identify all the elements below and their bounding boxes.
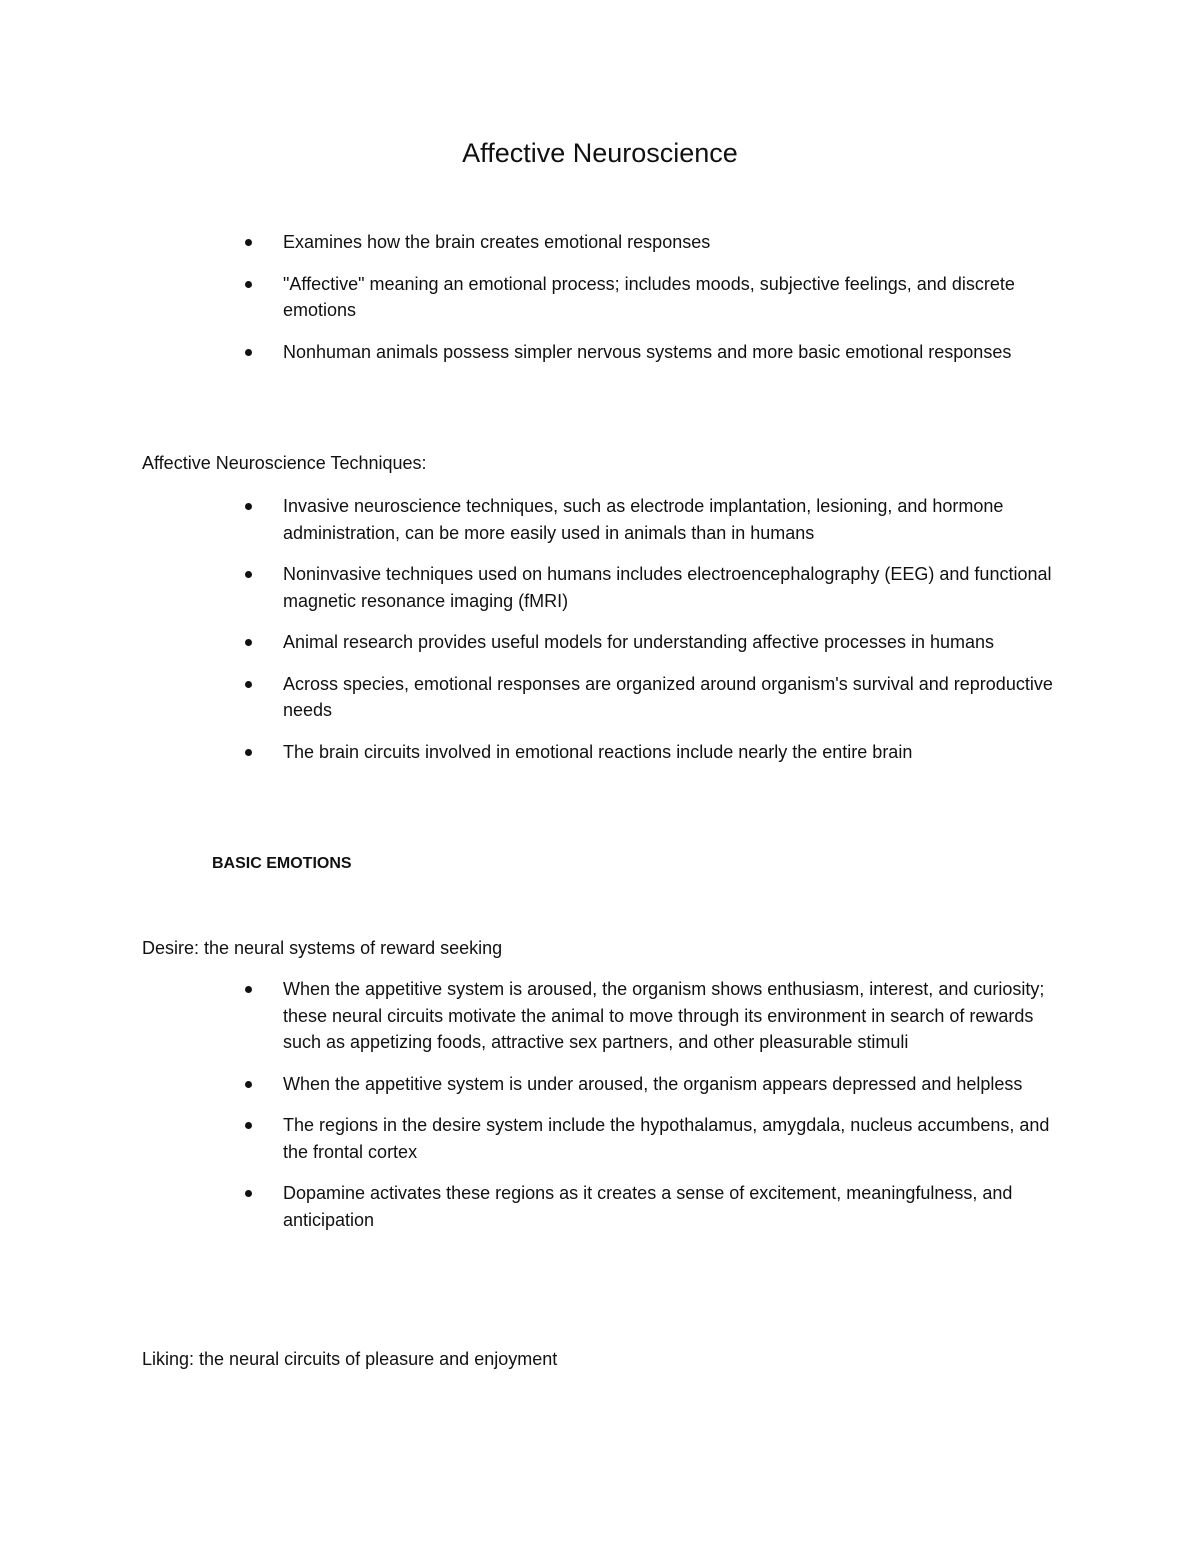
desire-heading: Desire: the neural systems of reward seeking <box>142 938 503 958</box>
intro-bullet-list <box>0 229 1200 380</box>
techniques-bullet-list <box>0 493 1200 780</box>
list-item <box>0 629 1053 656</box>
techniques-heading: Affective Neuroscience Techniques: <box>142 453 427 473</box>
page-title: Affective Neuroscience <box>462 138 738 168</box>
bullet-icon <box>245 503 252 510</box>
bullet-icon <box>245 749 252 756</box>
desire-bullet-list <box>0 976 1200 1248</box>
bullet-icon <box>245 239 252 246</box>
list-item-text: When the appetitive system is under aroused, the organism appears depressed and helpless <box>283 1073 1023 1094</box>
bullet-icon <box>245 349 252 356</box>
list-item <box>0 1180 1053 1233</box>
list-item-text: Invasive neuroscience techniques, such as electrode implantation, lesioning, and hormone administration, can be more easily used in animals than in humans <box>283 496 1004 543</box>
basic-emotions-heading: BASIC EMOTIONS <box>212 855 352 872</box>
list-item-text: When the appetitive system is aroused, the organism shows enthusiasm, interest, and curiosity; these neural circuits motivate the animal to move through its environment in search of rewards such as appetizing foods, attractive sex partners, and other pleasurable stimuli <box>283 979 1045 1052</box>
list-item <box>0 339 1053 366</box>
list-item-text: Animal research provides useful models for understanding affective processes in humans <box>283 632 995 652</box>
list-item-text: The regions in the desire system include the hypothalamus, amygdala, nucleus accumbens, and the frontal cortex <box>283 1115 1050 1162</box>
list-item <box>0 671 1053 724</box>
list-item-text: Nonhuman animals possess simpler nervous systems and more basic emotional responses <box>283 341 1012 362</box>
list-item <box>0 1112 1053 1165</box>
list-item <box>0 271 1053 324</box>
liking-heading: Liking: the neural circuits of pleasure and enjoyment <box>142 1349 558 1369</box>
list-item-text: Examines how the brain creates emotional responses <box>283 232 711 252</box>
bullet-icon <box>245 639 252 646</box>
list-item <box>0 561 1053 614</box>
list-item-text: Dopamine activates these regions as it creates a sense of excitement, meaningfulness, and anticipation <box>283 1183 1013 1230</box>
list-item-text: The brain circuits involved in emotional reactions include nearly the entire brain <box>283 741 913 762</box>
list-item <box>0 493 1053 546</box>
bullet-icon <box>245 1081 252 1088</box>
list-item <box>0 976 1053 1056</box>
list-item <box>0 1071 1053 1098</box>
bullet-icon <box>245 681 252 688</box>
bullet-icon <box>245 281 252 288</box>
bullet-icon <box>245 1122 252 1129</box>
bullet-icon <box>245 571 252 578</box>
bullet-icon <box>245 986 252 993</box>
list-item <box>0 229 1053 256</box>
bullet-icon <box>245 1190 252 1197</box>
list-item-text: Across species, emotional responses are organized around organism's survival and reproductive needs <box>283 673 1053 720</box>
list-item <box>0 739 1053 766</box>
list-item-text: "Affective" meaning an emotional process; includes moods, subjective feelings, and discrete emotions <box>283 273 1015 320</box>
list-item-text: Noninvasive techniques used on humans includes electroencephalography (EEG) and functional magnetic resonance imaging (fMRI) <box>283 564 1052 611</box>
